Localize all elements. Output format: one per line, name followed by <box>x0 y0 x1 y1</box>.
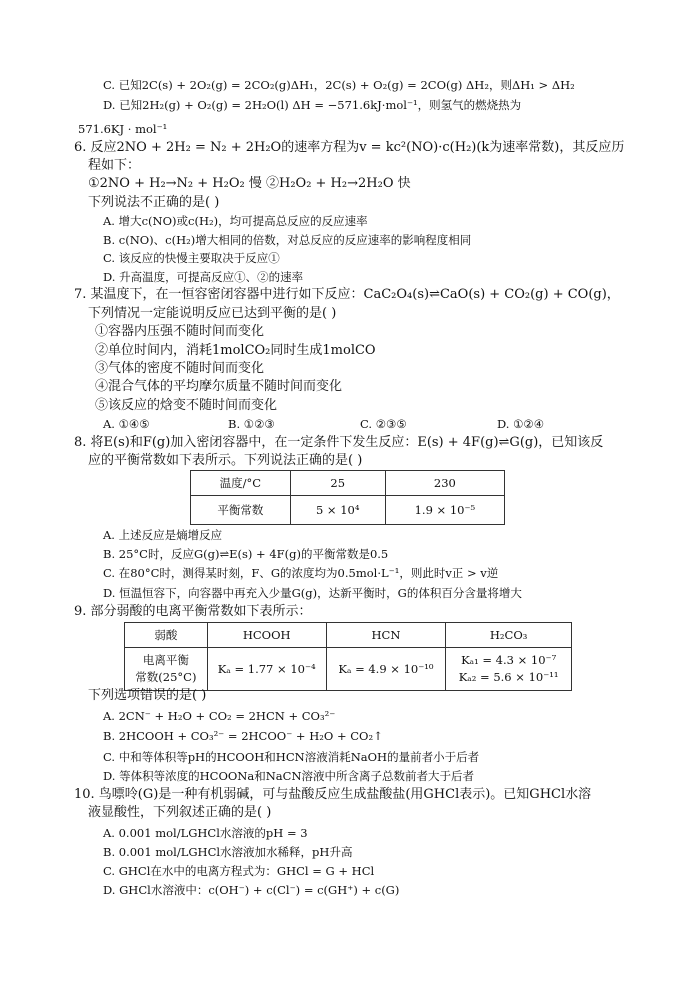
q8-option-c: C. 在80°C时，测得某时刻，F、G的浓度均为0.5mol·L⁻¹，则此时v正 > v逆 <box>103 566 499 580</box>
q5-option-d-cont: 571.6KJ · mol⁻¹ <box>78 122 168 136</box>
q8-table-header: 230 <box>385 471 504 496</box>
q9-option-b: B. 2HCOOH + CO₃²⁻ = 2HCOO⁻ + H₂O + CO₂↑ <box>103 729 383 743</box>
q10-option-c: C. GHCl在水中的电离方程式为：GHCl = G + HCl <box>103 864 375 878</box>
q6-option-a: A. 增大c(NO)或c(H₂)，均可提高总反应的反应速率 <box>103 214 368 228</box>
q9-option-a: A. 2CN⁻ + H₂O + CO₂ = 2HCN + CO₃²⁻ <box>103 709 336 723</box>
q8-table <box>190 470 505 525</box>
q9-table-cell: Kₐ = 1.77 × 10⁻⁴ <box>207 648 326 691</box>
q10-stem-cont: 液显酸性，下列叙述正确的是( ) <box>88 805 272 820</box>
q9-table-cell <box>125 648 208 691</box>
q9-table-header: 弱酸 <box>125 623 208 648</box>
q8-table-cell: 5 × 10⁴ <box>290 496 385 525</box>
q7-option-a: A. ①④⑤ <box>103 417 150 431</box>
q7-option-c: C. ②③⑤ <box>360 417 407 431</box>
q7-option-d: D. ①②④ <box>497 417 545 431</box>
q8-stem: 8. 将E(s)和F(g)加入密闭容器中，在一定条件下发生反应：E(s) + 4F(g)⇌G(g)，已知该反 <box>74 435 604 450</box>
q9-stem: 9. 部分弱酸的电离平衡常数如下表所示： <box>74 604 312 619</box>
q9-table <box>124 622 572 691</box>
q6-mechanism: ①2NO + H₂→N₂ + H₂O₂ 慢 ②H₂O₂ + H₂→2H₂O 快 <box>88 176 411 191</box>
q9-table-header: H₂CO₃ <box>446 623 572 648</box>
q10-option-a: A. 0.001 mol/LGHCl水溶液的pH = 3 <box>103 826 308 840</box>
q6-stem-cont: 程如下： <box>88 158 141 173</box>
q9-option-c: C. 中和等体积等pH的HCOOH和HCN溶液消耗NaOH的量前者小于后者 <box>103 750 480 764</box>
q9-table-cell: Kₐ = 4.9 × 10⁻¹⁰ <box>326 648 446 691</box>
q7-stem: 7. 某温度下，在一恒容密闭容器中进行如下反应：CaC₂O₄(s)⇌CaO(s) + CO₂(g) + CO(g)， <box>74 287 620 302</box>
q8-option-b: B. 25°C时，反应G(g)⇌E(s) + 4F(g)的平衡常数是0.5 <box>103 547 389 561</box>
q7-item-3: ③气体的密度不随时间而变化 <box>95 361 265 376</box>
q8-stem-cont: 应的平衡常数如下表所示。下列说法正确的是( ) <box>88 453 363 468</box>
q5-option-d: D. 已知2H₂(g) + O₂(g) = 2H₂O(l) ΔH = −571.6kJ·mol⁻¹，则氢气的燃烧热为 <box>103 98 522 112</box>
q9-option-d: D. 等体积等浓度的HCOONa和NaCN溶液中所含离子总数前者大于后者 <box>103 769 475 783</box>
q9-ka2: Kₐ₂ = 5.6 × 10⁻¹¹ <box>458 670 559 684</box>
q5-option-c: C. 已知2C(s) + 2O₂(g) = 2CO₂(g)ΔH₁，2C(s) + O₂(g) = 2CO(g) ΔH₂，则ΔH₁ > ΔH₂ <box>103 78 575 92</box>
q7-item-2: ②单位时间内，消耗1molCO₂同时生成1molCO <box>95 343 376 358</box>
q9-row-label-1: 电离平衡 <box>142 653 189 667</box>
q9-question: 下列选项错误的是( ) <box>88 688 207 703</box>
q6-option-b: B. c(NO)、c(H₂)增大相同的倍数，对总反应的反应速率的影响程度相同 <box>103 233 472 247</box>
q8-option-d: D. 恒温恒容下，向容器中再充入少量G(g)，达新平衡时，G的体积百分含量将增大 <box>103 586 522 600</box>
q6-option-d: D. 升高温度，可提高反应①、②的速率 <box>103 270 304 284</box>
q7-option-b: B. ①②③ <box>228 417 275 431</box>
q7-item-4: ④混合气体的平均摩尔质量不随时间而变化 <box>95 379 343 394</box>
q8-option-a: A. 上述反应是熵增反应 <box>103 528 223 542</box>
q9-ka1: Kₐ₁ = 4.3 × 10⁻⁷ <box>461 653 557 667</box>
q8-table-cell: 1.9 × 10⁻⁵ <box>385 496 504 525</box>
q9-table-header: HCN <box>326 623 446 648</box>
q6-option-c: C. 该反应的快慢主要取决于反应① <box>103 251 280 265</box>
q7-item-1: ①容器内压强不随时间而变化 <box>95 324 265 339</box>
q7-question: 下列情况一定能说明反应已达到平衡的是( ) <box>88 306 337 321</box>
q7-item-5: ⑤该反应的焓变不随时间而变化 <box>95 398 278 413</box>
q8-table-header: 温度/°C <box>191 471 291 496</box>
q10-option-b: B. 0.001 mol/LGHCl水溶液加水稀释，pH升高 <box>103 845 353 859</box>
q8-table-cell: 平衡常数 <box>191 496 291 525</box>
q9-row-label-2: 常数(25°C) <box>135 670 197 684</box>
q6-stem: 6. 反应2NO + 2H₂ = N₂ + 2H₂O的速率方程为v = kc²(NO)·c(H₂)(k为速率常数)，其反应历 <box>74 140 625 155</box>
q10-stem: 10. 鸟嘌呤(G)是一种有机弱碱，可与盐酸反应生成盐酸盐(用GHCl表示)。已知GHCl水溶 <box>74 787 592 802</box>
q9-table-cell <box>446 648 572 691</box>
q6-question: 下列说法不正确的是( ) <box>88 195 220 210</box>
q9-table-header: HCOOH <box>207 623 326 648</box>
q10-option-d: D. GHCl水溶液中：c(OH⁻) + c(Cl⁻) = c(GH⁺) + c(G) <box>103 883 400 897</box>
q8-table-header: 25 <box>290 471 385 496</box>
